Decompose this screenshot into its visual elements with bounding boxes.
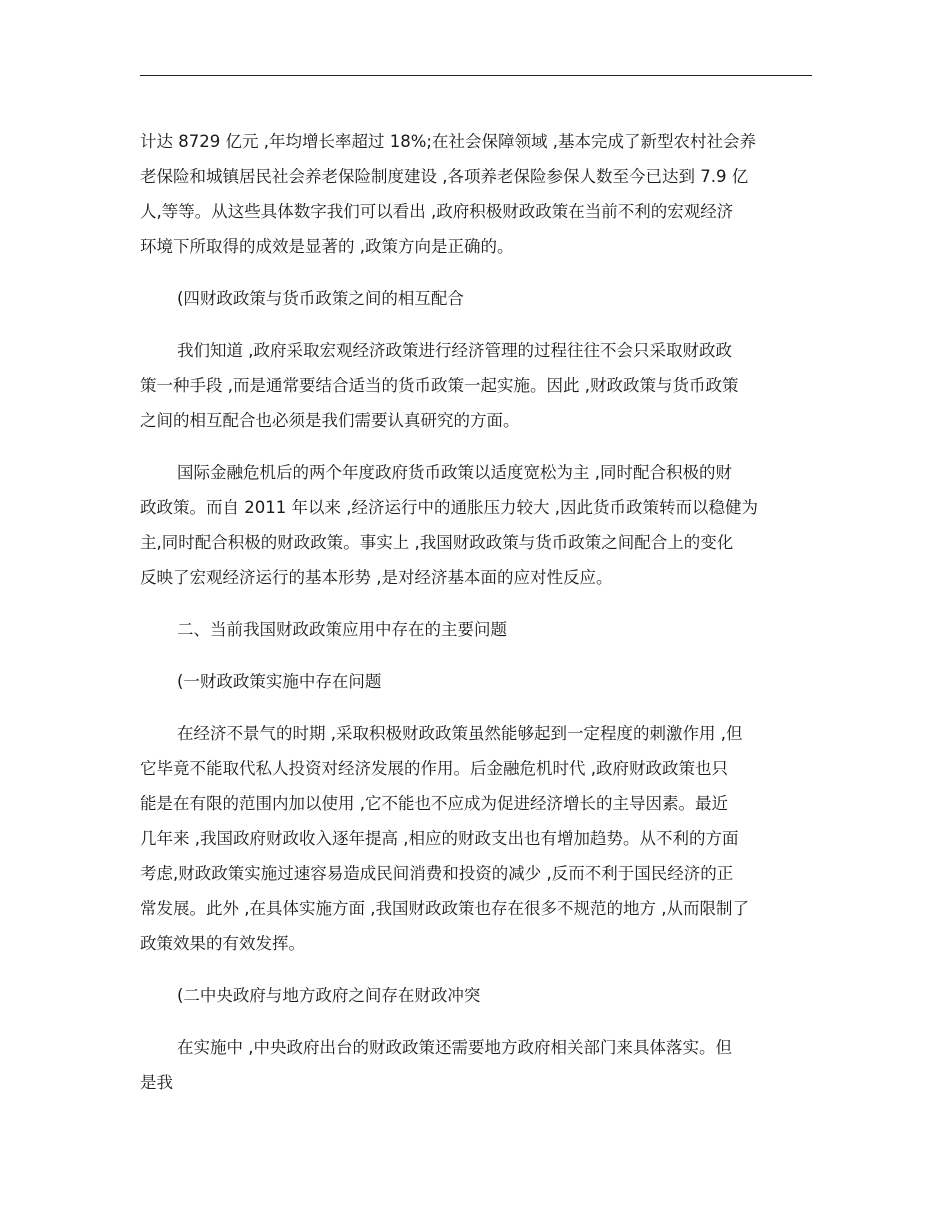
text-line: 国际金融危机后的两个年度政府货币政策以适度宽松为主 ,同时配合积极的财: [177, 463, 732, 482]
header-rule: [140, 75, 812, 76]
section-heading-2: [140, 978, 812, 1013]
text-line: 是我: [140, 1073, 173, 1092]
text-line: 计达 8729 亿元 ,年均增长率超过 18%;在社会保障领域 ,基本完成了新型农村社会养: [140, 132, 756, 151]
section-heading-4: [140, 281, 812, 316]
text-line: 它毕竟不能取代私人投资对经济发展的作用。后金融危机时代 ,政府财政政策也只: [140, 759, 728, 778]
text-line: 环境下所取得的成效是显著的 ,政策方向是正确的。: [140, 237, 514, 256]
text-line: 在实施中 ,中央政府出台的财政政策还需要地方政府相关部门来具体落实。但: [177, 1038, 732, 1057]
paragraph-policy-coordination: [140, 333, 812, 438]
text-line: 在经济不景气的时期 ,采取积极财政政策虽然能够起到一定程度的刺激作用 ,但: [177, 724, 743, 743]
text-line: 政策效果的有效发挥。: [140, 934, 305, 953]
text-line: 策一种手段 ,而是通常要结合适当的货币政策一起实施。因此 ,财政政策与货币政策: [140, 376, 739, 395]
text-line: 常发展。此外 ,在具体实施方面 ,我国财政政策也存在很多不规范的地方 ,从而限制了: [140, 899, 749, 918]
heading-text: 二、当前我国财政政策应用中存在的主要问题: [177, 620, 507, 639]
paragraph-central-local-conflict: [140, 1030, 812, 1100]
heading-text: (四财政政策与货币政策之间的相互配合: [177, 289, 464, 308]
heading-text: (一财政政策实施中存在问题: [177, 672, 382, 691]
text-line: 之间的相互配合也必须是我们需要认真研究的方面。: [140, 411, 520, 430]
text-line: 反映了宏观经济运行的基本形势 ,是对经济基本面的应对性反应。: [140, 568, 613, 587]
text-line: 能是在有限的范围内加以使用 ,它不能也不应成为促进经济增长的主导因素。最近: [140, 794, 728, 813]
heading-text: (二中央政府与地方政府之间存在财政冲突: [177, 986, 481, 1005]
text-line: 人,等等。从这些具体数字我们可以看出 ,政府积极财政政策在当前不利的宏观经济: [140, 202, 734, 221]
paragraph-implementation-problems: [140, 716, 812, 961]
section-heading-1: [140, 664, 812, 699]
text-line: 几年来 ,我国政府财政收入逐年提高 ,相应的财政支出也有增加趋势。从不利的方面: [140, 829, 739, 848]
text-line: 政政策。而自 2011 年以来 ,经济运行中的通胀压力较大 ,因此货币政策转而以稳健为: [140, 498, 758, 517]
paragraph-achievements-continued: [140, 124, 812, 264]
text-line: 考虑,财政政策实施过速容易造成民间消费和投资的减少 ,反而不利于国民经济的正: [140, 864, 734, 883]
document-body: [140, 124, 812, 1117]
text-line: 我们知道 ,政府采取宏观经济政策进行经济管理的过程往往不会只采取财政政: [177, 341, 732, 360]
paragraph-monetary-policy: [140, 455, 812, 595]
text-line: 主,同时配合积极的财政政策。事实上 ,我国财政政策与货币政策之间配合上的变化: [140, 533, 734, 552]
chapter-heading-2: [140, 612, 812, 647]
text-line: 老保险和城镇居民社会养老保险制度建设 ,各项养老保险参保人数至今已达到 7.9 亿: [140, 167, 749, 186]
